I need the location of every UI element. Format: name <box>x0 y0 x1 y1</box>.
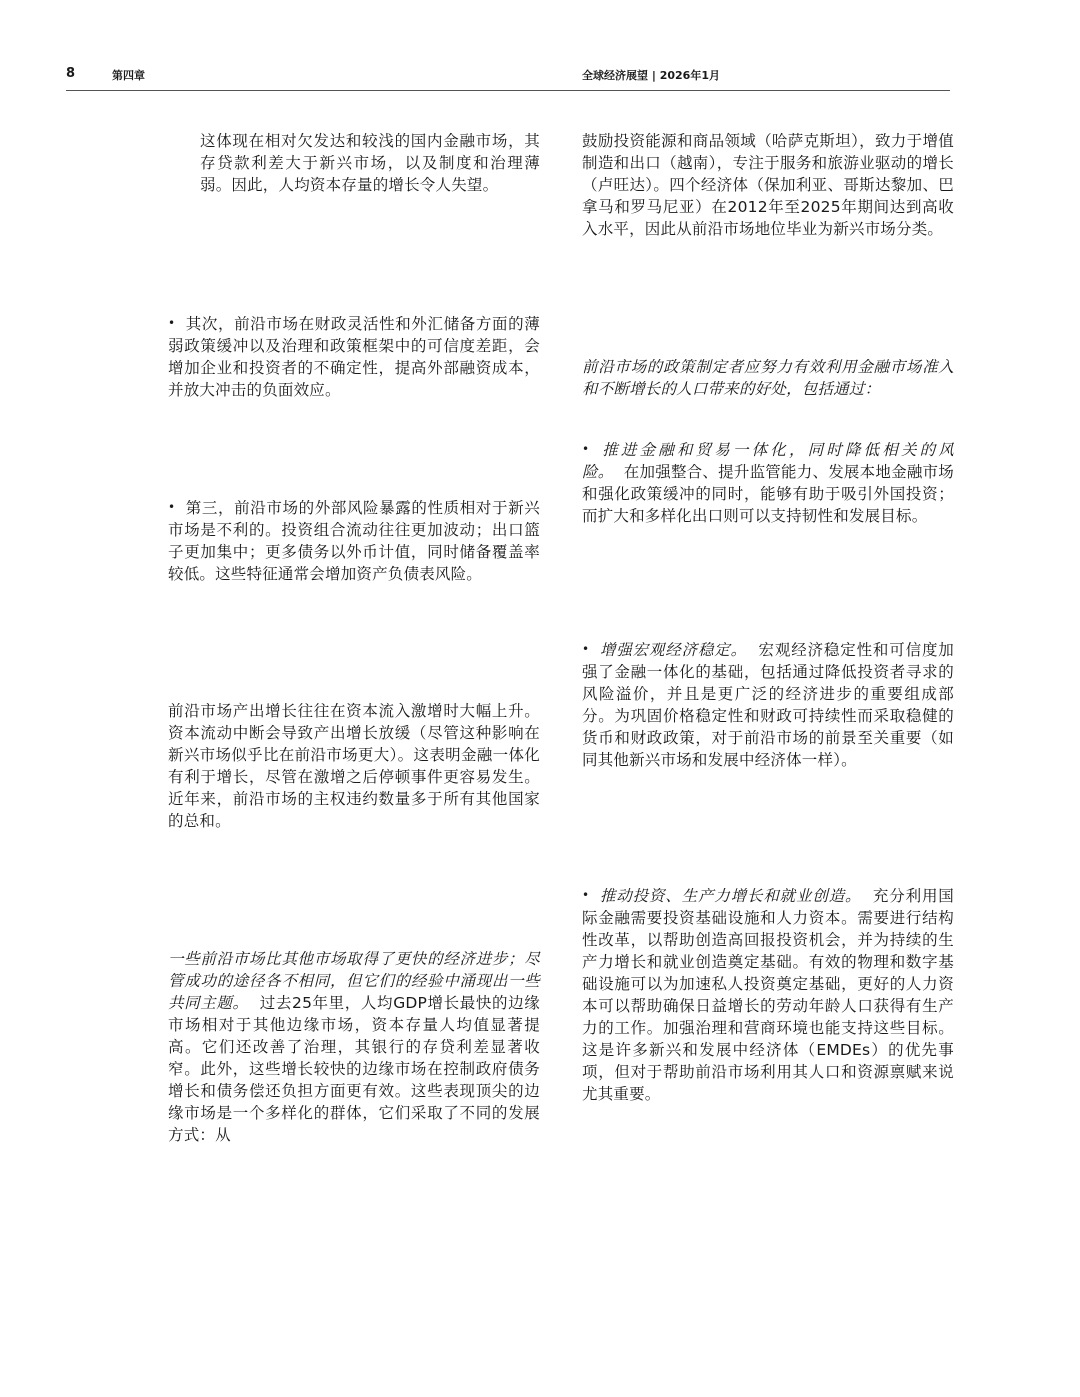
page-number: 8 <box>66 66 76 81</box>
right-intro <box>582 356 954 400</box>
left-paragraph-1 <box>200 130 540 196</box>
right-bullet-3-lead: 推动投资、生产力增长和就业创造。 <box>599 887 862 905</box>
right-bullet-3 <box>582 884 954 1105</box>
right-paragraph-1-text: 鼓励投资能源和商品领域（哈萨克斯坦），致力于增值制造和出口（越南），专注于服务和旅游业驱动的增长（卢旺达）。四个经济体（保加利亚、哥斯达黎加、巴拿马和罗马尼亚）在2012年至2025年期间达到高收入水平，因此从前沿市场地位毕业为新兴市场分类。 <box>582 132 954 238</box>
right-bullet-1-lead: 推进金融和贸易一体化，同时降低相关的风险。 <box>582 441 954 481</box>
chapter-label: 第四章 <box>112 69 145 82</box>
bullet-icon: • <box>582 888 590 902</box>
left-paragraph-3-text: 过去25年里，人均GDP增长最快的边缘市场相对于其他边缘市场，资本存量人均值显著提高。它们还改善了治理，其银行的存贷利差显著收窄。此外，这些增长较快的边缘市场在控制政府债务增长和债务偿还负担方面更有效。这些表现顶尖的边缘市场是一个多样化的群体，它们采取了不同的发展方式：从 <box>168 994 540 1144</box>
right-paragraph-1 <box>582 130 954 240</box>
left-bullet-1-text: 其次，前沿市场在财政灵活性和外汇储备方面的薄弱政策缓冲以及治理和政策框架中的可信度差距，会增加企业和投资者的不确定性，提高外部融资成本，并放大冲击的负面效应。 <box>168 315 540 399</box>
left-bullet-2-text: 第三，前沿市场的外部风险暴露的性质相对于新兴市场是不利的。投资组合流动往往更加波动；出口篮子更加集中；更多债务以外币计值，同时储备覆盖率较低。这些特征通常会增加资产负债表风险。 <box>168 499 540 583</box>
right-bullet-2-lead: 增强宏观经济稳定。 <box>599 641 747 659</box>
page-header <box>66 66 950 88</box>
right-bullet-2-text: 宏观经济稳定性和可信度加强了金融一体化的基础，包括通过降低投资者寻求的风险溢价，并且是更广泛的经济进步的重要组成部分。为巩固价格稳定性和财政可持续性而采取稳健的货币和财政政策，对于前沿市场的前景至关重要（如同其他新兴市场和发展中经济体一样）。 <box>582 641 954 769</box>
right-bullet-1 <box>582 438 954 527</box>
left-paragraph-1-text: 这体现在相对欠发达和较浅的国内金融市场，其存贷款利差大于新兴市场，以及制度和治理薄弱。因此，人均资本存量的增长令人失望。 <box>200 132 540 194</box>
left-paragraph-2-text: 前沿市场产出增长往往在资本流入激增时大幅上升。资本流动中断会导致产出增长放缓（尽管这种影响在新兴市场似乎比在前沿市场更大）。这表明金融一体化有利于增长，尽管在激增之后停顿事件更容易发生。近年来，前沿市场的主权违约数量多于所有其他国家的总和。 <box>168 702 540 830</box>
left-paragraph-2 <box>168 700 540 832</box>
bullet-icon: • <box>168 500 176 514</box>
right-bullet-3-text: 充分利用国际金融需要投资基础设施和人力资本。需要进行结构性改革，以帮助创造高回报投资机会，并为持续的生产力增长和就业创造奠定基础。有效的物理和数字基础设施可以为加速私人投资奠定基础，更好的人力资本可以帮助确保日益增长的劳动年龄人口获得有生产力的工作。加强治理和营商环境也能支持这些目标。这是许多新兴和发展中经济体（EMDEs）的优先事项，但对于帮助前沿市场利用其人口和资源禀赋来说尤其重要。 <box>582 887 954 1103</box>
header-divider <box>66 90 950 91</box>
left-bullet-1 <box>168 312 540 401</box>
right-bullet-1-text: 在加强整合、提升监管能力、发展本地金融市场和强化政策缓冲的同时，能够有助于吸引外国投资；而扩大和多样化出口则可以支持韧性和发展目标。 <box>582 463 954 525</box>
bullet-icon: • <box>582 642 590 656</box>
report-title: 全球经济展望 | 2026年1月 <box>582 69 720 82</box>
left-bullet-2 <box>168 496 540 585</box>
right-bullet-2 <box>582 638 954 771</box>
left-paragraph-3 <box>168 948 540 1146</box>
right-intro-text: 前沿市场的政策制定者应努力有效利用金融市场准入和不断增长的人口带来的好处，包括通过： <box>582 358 954 398</box>
bullet-icon: • <box>582 442 590 456</box>
bullet-icon: • <box>168 316 176 330</box>
left-paragraph-3-lead: 一些前沿市场比其他市场取得了更快的经济进步；尽管成功的途径各不相同，但它们的经验中涌现出一些共同主题。 <box>168 950 540 1012</box>
